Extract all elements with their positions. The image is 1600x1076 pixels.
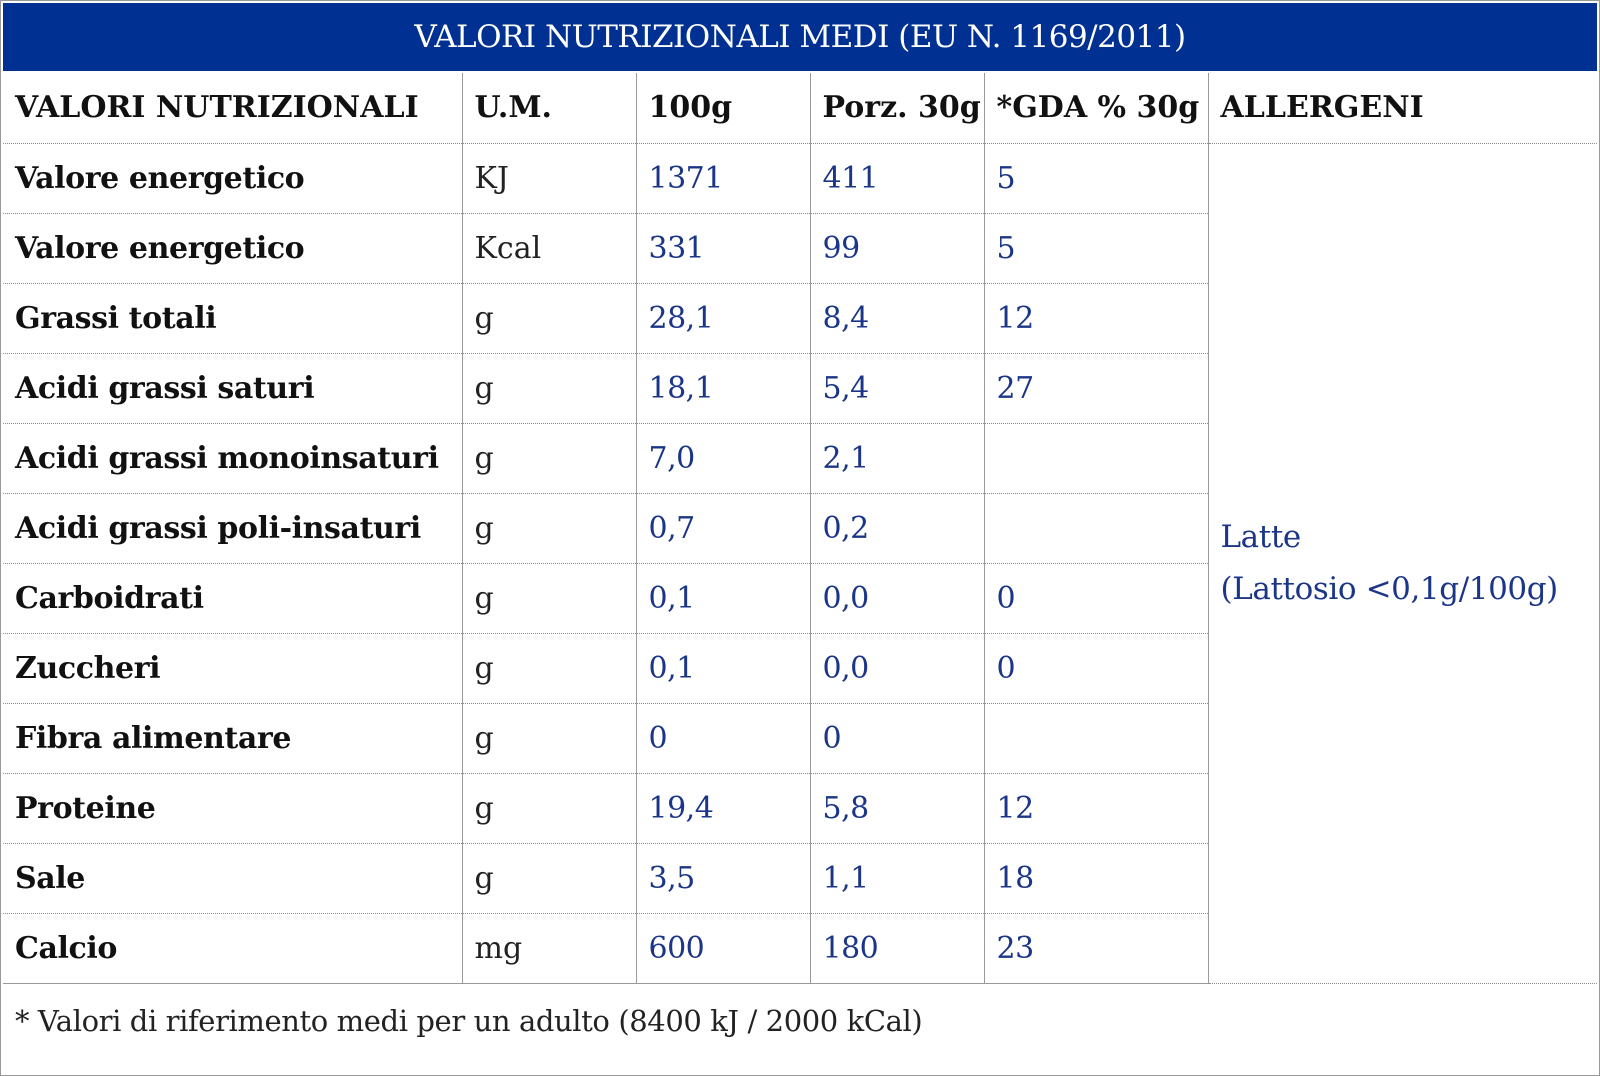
value-per-100g: 19,4 [636,773,810,843]
nutrient-name: Calcio [3,913,462,983]
value-portion: 99 [810,213,984,283]
nutrient-name: Acidi grassi monoinsaturi [3,423,462,493]
header-unit: U.M. [462,73,636,143]
nutrient-unit: mg [462,913,636,983]
nutrient-name: Proteine [3,773,462,843]
nutrient-unit: g [462,703,636,773]
value-gda: 18 [984,843,1208,913]
value-per-100g: 0,1 [636,633,810,703]
table-title: VALORI NUTRIZIONALI MEDI (EU N. 1169/2011) [3,3,1597,71]
value-portion: 1,1 [810,843,984,913]
allergen-detail: (Lattosio <0,1g/100g) [1220,571,1558,607]
nutrient-unit: g [462,773,636,843]
value-per-100g: 0 [636,703,810,773]
value-gda [984,703,1208,773]
value-portion: 180 [810,913,984,983]
nutrient-name: Fibra alimentare [3,703,462,773]
value-portion: 2,1 [810,423,984,493]
value-gda: 0 [984,633,1208,703]
value-per-100g: 3,5 [636,843,810,913]
value-gda: 23 [984,913,1208,983]
header-row [3,73,1597,143]
value-portion: 5,4 [810,353,984,423]
table-body [3,143,1597,983]
value-per-100g: 28,1 [636,283,810,353]
nutrient-unit: g [462,283,636,353]
value-portion: 0,0 [810,633,984,703]
nutrient-name: Carboidrati [3,563,462,633]
value-gda: 27 [984,353,1208,423]
nutrient-name: Valore energetico [3,143,462,213]
footnote: * Valori di riferimento medi per un adulto (8400 kJ / 2000 kCal) [15,1004,923,1038]
value-gda: 5 [984,143,1208,213]
value-gda: 0 [984,563,1208,633]
value-portion: 0 [810,703,984,773]
value-gda: 12 [984,283,1208,353]
nutrient-unit: g [462,633,636,703]
allergens-cell [1208,143,1597,983]
nutrient-unit: g [462,423,636,493]
table-row [3,143,1597,213]
header-per-100g: 100g [636,73,810,143]
nutrient-name: Sale [3,843,462,913]
nutrient-unit: g [462,493,636,563]
value-portion: 8,4 [810,283,984,353]
value-portion: 411 [810,143,984,213]
header-allergens: ALLERGENI [1208,73,1597,143]
nutrient-unit: g [462,353,636,423]
nutrient-name: Acidi grassi poli-insaturi [3,493,462,563]
nutrient-unit: KJ [462,143,636,213]
nutrient-name: Valore energetico [3,213,462,283]
nutrient-unit: g [462,563,636,633]
value-per-100g: 331 [636,213,810,283]
value-portion: 5,8 [810,773,984,843]
nutrient-name: Grassi totali [3,283,462,353]
value-per-100g: 0,7 [636,493,810,563]
value-per-100g: 18,1 [636,353,810,423]
value-per-100g: 600 [636,913,810,983]
value-gda: 12 [984,773,1208,843]
allergen-name: Latte [1220,519,1301,555]
header-gda: *GDA % 30g [984,73,1208,143]
nutrient-name: Acidi grassi saturi [3,353,462,423]
nutrient-unit: g [462,843,636,913]
nutrition-table [3,73,1597,984]
header-nutrient: VALORI NUTRIZIONALI [3,73,462,143]
value-per-100g: 1371 [636,143,810,213]
header-portion: Porz. 30g [810,73,984,143]
nutrient-unit: Kcal [462,213,636,283]
value-portion: 0,2 [810,493,984,563]
value-gda: 5 [984,213,1208,283]
value-per-100g: 0,1 [636,563,810,633]
nutrient-name: Zuccheri [3,633,462,703]
value-gda [984,423,1208,493]
value-gda [984,493,1208,563]
value-per-100g: 7,0 [636,423,810,493]
value-portion: 0,0 [810,563,984,633]
